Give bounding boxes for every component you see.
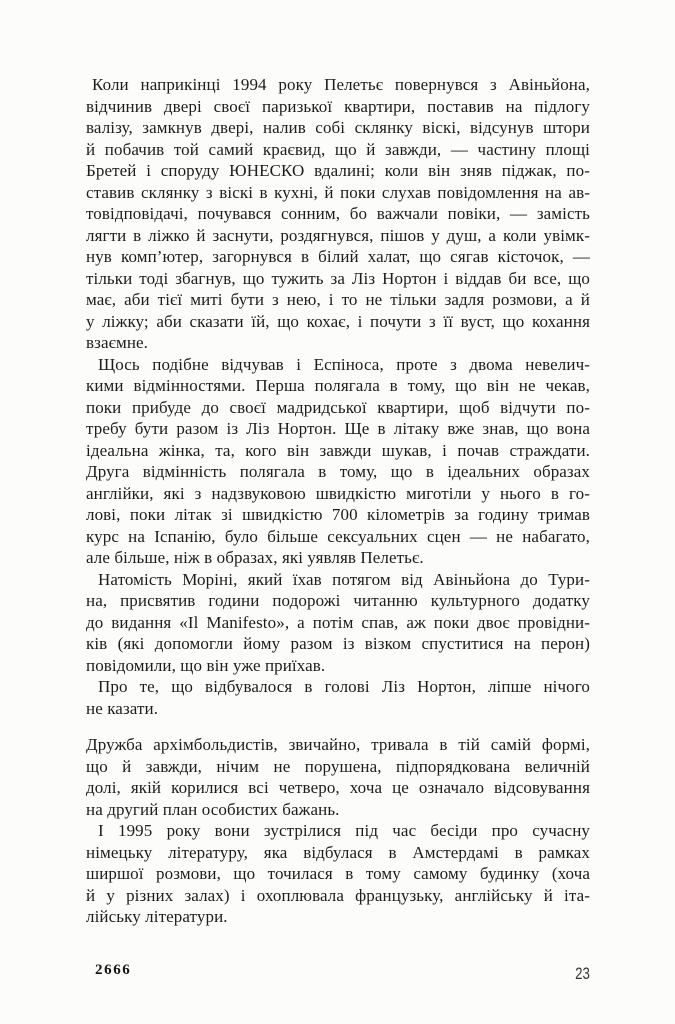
text-line: й у різних залах) і охоплювала французьку, англійську й іта- bbox=[86, 885, 590, 905]
text-line: Дружба архімбольдистів, звичайно, тривала в тій самій формі, bbox=[86, 735, 590, 754]
text-line: на другий план особистих бажань. bbox=[86, 799, 340, 819]
text-line: у ліжку; аби сказати їй, що кохає, і почути з її вуст, що кохання bbox=[86, 311, 590, 331]
book-title-footer: 2666 bbox=[95, 962, 132, 978]
text-block bbox=[86, 74, 590, 928]
text-line: Щось подібне відчував і Еспіноса, проте з двома невелич- bbox=[98, 354, 590, 374]
text-line: має, аби тієї миті бути з нею, і то не тільки задля розмови, а й bbox=[86, 290, 590, 309]
text-line: кими відмінностями. Перша полягала в тому, що він не чекав, bbox=[86, 376, 590, 395]
text-line: І 1995 року вони зустрілися під час бесіди про сучасну bbox=[98, 821, 590, 840]
text-line: що й завжди, нічим не порушена, підпорядкована величній bbox=[86, 756, 590, 776]
text-line: але більше, ніж в образах, які уявляв Пелетьє. bbox=[86, 548, 424, 567]
text-line: лягти в ліжко й заснути, роздягнувся, пішов у душ, а коли увімк- bbox=[86, 225, 590, 245]
paragraph bbox=[86, 74, 590, 354]
text-line: Про те, що відбувалося в голові Ліз Нортон, ліпше нічого bbox=[98, 677, 590, 696]
text-line: лійську літератури. bbox=[86, 907, 228, 926]
text-line: товідповідачі, почувався сонним, бо важчали повіки, — замість bbox=[86, 204, 590, 223]
text-line: й побачив той самий краєвид, що й завжди, — частину площі bbox=[86, 139, 590, 159]
page-footer bbox=[86, 962, 590, 984]
text-line: нув комп’ютер, загорнувся в білий халат, що сягав кісточок, — bbox=[86, 247, 590, 266]
text-line: не казати. bbox=[86, 698, 159, 718]
text-line: тільки тоді збагнув, що тужить за Ліз Нортон і віддав би все, що bbox=[86, 268, 590, 288]
text-line: відчинив двері своєї паризької квартири, поставив на підлогу bbox=[86, 96, 590, 116]
page-number: 23 bbox=[575, 964, 590, 983]
paragraph bbox=[86, 820, 590, 928]
text-line: требу бути разом із Ліз Нортон. Ще в літаку вже знав, що вона bbox=[86, 419, 590, 438]
paragraph bbox=[86, 676, 590, 719]
paragraph bbox=[86, 354, 590, 569]
text-line: валізу, замкнув двері, налив собі склянку віскі, відсунув штори bbox=[86, 118, 590, 137]
text-line: Бретей і споруду ЮНЕСКО вдалині; коли він зняв піджак, по- bbox=[86, 161, 590, 180]
text-line: поки прибуде до своєї мадридської квартири, щоб відчути по- bbox=[86, 397, 590, 417]
text-line: взаємне. bbox=[86, 333, 149, 352]
text-line: Друга відмінність полягала в тому, що в ідеальних образах bbox=[86, 462, 590, 481]
text-line: німецьку літературу, яка відбулася в Амстердамі в рамках bbox=[86, 842, 590, 862]
paragraph bbox=[86, 734, 590, 820]
text-line: до видання «Il Manifesto», а потім спав, аж поки двоє провідни- bbox=[86, 612, 590, 632]
paragraph bbox=[86, 569, 590, 677]
text-line: на, присвятив години подорожі читанню культурного додатку bbox=[86, 591, 590, 610]
text-line: Коли наприкінці 1994 року Пелетьє повернувся з Авіньйона, bbox=[92, 75, 590, 94]
text-line: ставив склянку з віскі в кухні, й поки слухав повідомлення на ав- bbox=[86, 182, 590, 202]
text-line: ідеальна жінка, та, кого він завжди шукав, і почав страждати. bbox=[86, 440, 590, 460]
text-line: ширшої розмови, що точилася в тому самому будинку (хоча bbox=[86, 864, 590, 883]
text-line: повідомили, що він уже приїхав. bbox=[86, 655, 326, 675]
text-line: Натомість Моріні, який їхав потягом від Авіньйона до Тури- bbox=[98, 569, 590, 589]
text-line: ків (які допомогли йому разом із візком спуститися на перон) bbox=[86, 634, 590, 653]
text-line: англійки, які з надзвуковою швидкістю миготіли у нього в го- bbox=[86, 483, 590, 503]
text-line: лові, поки літак зі швидкістю 700 кілометрів за годину тримав bbox=[86, 505, 590, 524]
text-line: курс на Іспанію, було більше сексуальних сцен — не набагато, bbox=[86, 526, 590, 546]
text-line: долі, якій корилися всі четверо, хоча це означало відсовування bbox=[86, 778, 590, 797]
